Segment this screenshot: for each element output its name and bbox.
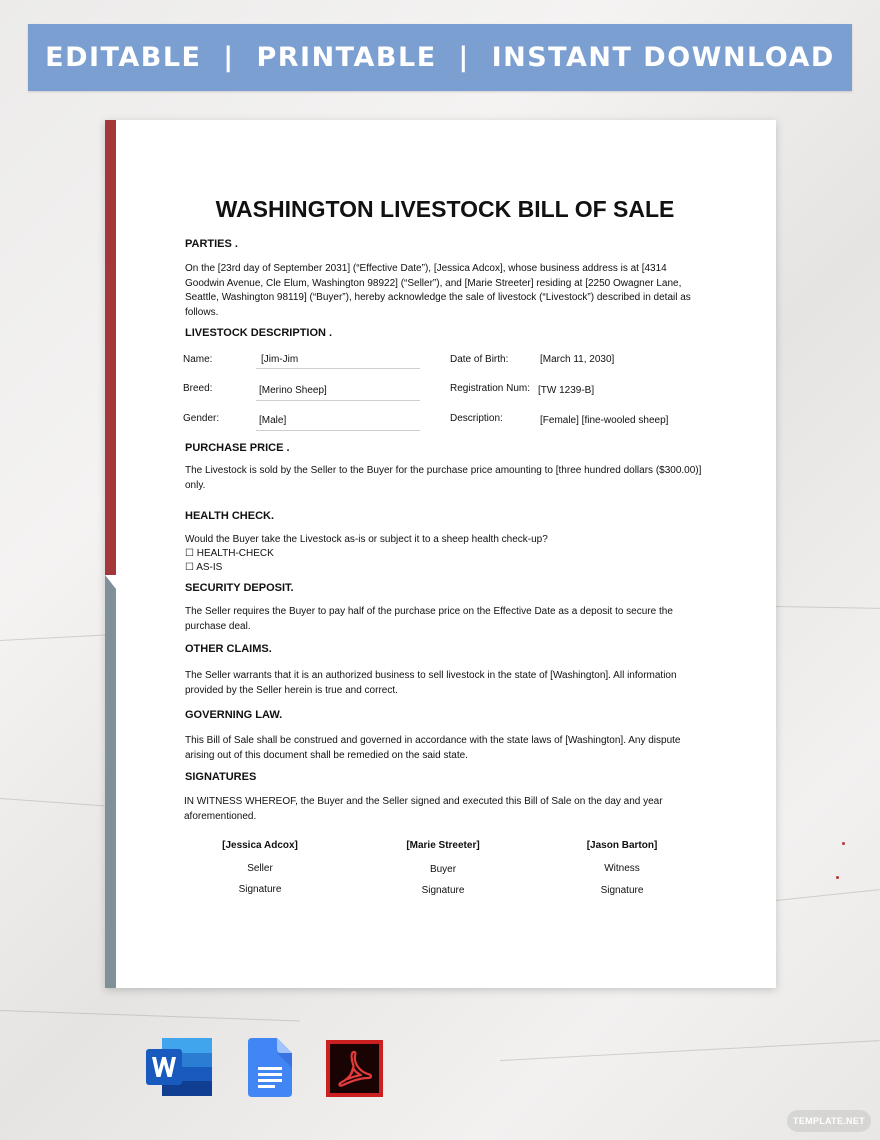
document-page: [105, 120, 776, 988]
parties-body: On the [23rd day of September 2031] (“Effective Date”), [Jessica Adcox], whose business address is at [4314 Goodwin Avenue, Cle Elum, Washington 98922] (“Seller”), and [Marie Streeter] residing at [2250 Owagner Lane, Seattle, Washington 98119] (“Buyer”), hereby acknowledge the sale of livestock (“Livestock”) described in detail as follows.: [185, 263, 691, 318]
witness-name: [Jason Barton]: [586, 840, 658, 851]
gender-value: [Male]: [259, 415, 287, 426]
witness-role: Witness: [604, 863, 640, 874]
parties-heading: PARTIES .: [185, 238, 238, 250]
google-docs-icon[interactable]: [248, 1038, 292, 1097]
dob-value: [March 11, 2030]: [540, 354, 615, 365]
marble-speck: [836, 876, 839, 879]
as-is-option[interactable]: ☐ AS-IS: [185, 562, 223, 573]
livestock-heading: LIVESTOCK DESCRIPTION .: [185, 327, 333, 339]
registration-value: [TW 1239-B]: [538, 385, 595, 396]
name-label: Name:: [183, 354, 213, 365]
gender-label: Gender:: [183, 413, 220, 424]
buyer-role: Buyer: [429, 864, 457, 875]
dob-label: Date of Birth:: [450, 354, 509, 365]
gender-underline: [256, 430, 420, 431]
watermark-badge: TEMPLATE.NET: [787, 1110, 871, 1132]
governing-law-body: This Bill of Sale shall be construed and governed in accordance with the state laws of [Washington]. Any dispute arising out of this document shall be remedied on the said state.: [185, 735, 681, 761]
health-check-option[interactable]: ☐ HEALTH-CHECK: [185, 548, 274, 559]
document-title: WASHINGTON LIVESTOCK BILL OF SALE: [215, 196, 675, 222]
marble-speck: [842, 842, 845, 845]
promo-banner: [28, 24, 852, 91]
security-deposit-heading: SECURITY DEPOSIT.: [185, 582, 294, 594]
name-underline: [256, 368, 420, 369]
purchase-price-heading: PURCHASE PRICE .: [185, 442, 290, 454]
seller-name: [Jessica Adcox]: [222, 840, 298, 851]
breed-underline: [256, 400, 420, 401]
signatures-heading: SIGNATURES: [185, 771, 257, 783]
registration-label: Registration Num:: [450, 383, 531, 394]
buyer-signature: Signature: [421, 885, 465, 896]
name-value: [Jim-Jim: [261, 354, 299, 365]
witness-signature: Signature: [600, 885, 644, 896]
adobe-pdf-icon[interactable]: [326, 1040, 383, 1097]
other-claims-body: The Seller warrants that it is an authorized business to sell livestock in the state of [Washington]. All information provided by the Seller herein is true and correct.: [185, 670, 677, 696]
description-label: Description:: [450, 413, 503, 424]
seller-role: Seller: [247, 863, 273, 874]
buyer-name: [Marie Streeter]: [406, 840, 480, 851]
breed-label: Breed:: [183, 383, 213, 394]
security-deposit-body: The Seller requires the Buyer to pay half of the purchase price on the Effective Date as a deposit to secure the purchase deal.: [185, 606, 673, 632]
banner-text: EDITABLE | PRINTABLE | INSTANT DOWNLOAD: [45, 42, 835, 73]
marble-vein: [500, 1040, 880, 1061]
marble-vein: [776, 606, 880, 609]
purchase-price-body: The Livestock is sold by the Seller to the Buyer for the purchase price amounting to [three hundred dollars ($300.00)] only.: [185, 465, 702, 491]
word-icon[interactable]: [146, 1038, 212, 1096]
description-value: [Female] [fine-wooled sheep]: [540, 415, 669, 426]
accent-bar-red: [105, 120, 116, 575]
marble-vein: [0, 798, 105, 806]
marble-vein: [0, 1010, 300, 1021]
seller-signature: Signature: [238, 884, 282, 895]
breed-value: [Merino Sheep]: [259, 385, 327, 396]
accent-bar-gray: [105, 575, 116, 988]
other-claims-heading: OTHER CLAIMS.: [185, 643, 272, 655]
health-check-heading: HEALTH CHECK.: [185, 510, 275, 522]
marble-vein: [776, 889, 880, 901]
health-check-body: Would the Buyer take the Livestock as-is or subject it to a sheep health check-up?: [185, 534, 548, 545]
governing-law-heading: GOVERNING LAW.: [185, 709, 283, 721]
signatures-body: IN WITNESS WHEREOF, the Buyer and the Seller signed and executed this Bill of Sale on the day and year aforementioned.: [184, 796, 663, 822]
